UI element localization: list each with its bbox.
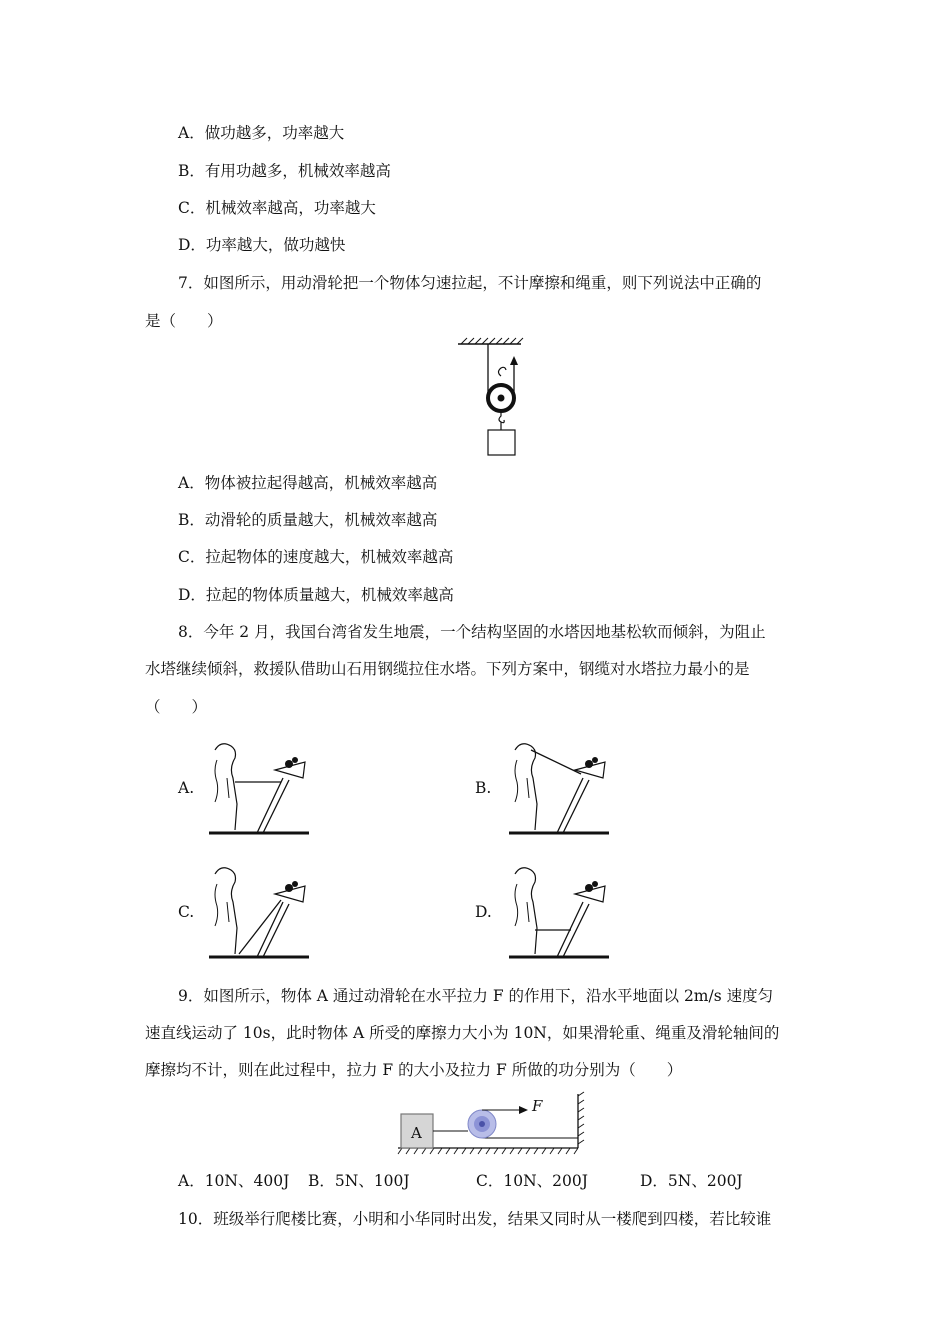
q8-figure-a	[205, 738, 315, 838]
q9-stem-line3: 摩擦均不计，则在此过程中，拉力 F 的大小及拉力 F 所做的功分别为（ ）	[145, 1061, 683, 1079]
q8-figure-d-label: D.	[475, 903, 492, 921]
q8-stem-line1: 8．今年 2 月，我国台湾省发生地震，一个结构坚固的水塔因地基松软而倾斜，为阻止	[178, 623, 766, 641]
q6-option-b: B．有用功越多，机械效率越高	[178, 162, 391, 180]
q7-option-b: B．动滑轮的质量越大，机械效率越高	[178, 511, 438, 529]
q7-option-a: A．物体被拉起得越高，机械效率越高	[178, 474, 438, 492]
q9-options-row	[0, 1170, 950, 1192]
q6-option-d: D．功率越大，做功越快	[178, 236, 346, 254]
q9-option-c: C．10N、200J	[476, 1172, 588, 1190]
q8-stem-line3: （ ）	[145, 698, 208, 716]
q7-stem-line1: 7．如图所示，用动滑轮把一个物体匀速拉起，不计摩擦和绳重，则下列说法中正确的	[178, 274, 762, 292]
q8-figure-c-label: C.	[178, 903, 195, 921]
q7-option-c: C．拉起物体的速度越大，机械效率越高	[178, 548, 454, 566]
q7-option-d: D．拉起的物体质量越大，机械效率越高	[178, 586, 454, 604]
q10-stem-line1: 10．班级举行爬楼比赛，小明和小华同时出发，结果又同时从一楼爬到四楼，若比较谁	[178, 1210, 772, 1228]
q9-figure	[398, 1090, 588, 1158]
q8-figure-b-label: B.	[475, 779, 492, 797]
q9-block-label: A	[411, 1124, 422, 1142]
q9-stem-line1: 9．如图所示，物体 A 通过动滑轮在水平拉力 F 的作用下，沿水平地面以 2m/s 速度匀	[178, 987, 774, 1005]
q9-stem-line2: 速直线运动了 10s，此时物体 A 所受的摩擦力大小为 10N，如果滑轮重、绳重及滑轮轴间的	[145, 1024, 780, 1042]
q8-figure-a-label: A.	[178, 779, 195, 797]
q9-force-label: F	[532, 1097, 543, 1115]
q6-option-a: A．做功越多，功率越大	[178, 124, 345, 142]
q6-option-c: C．机械效率越高，功率越大	[178, 199, 376, 217]
q9-option-a: A．10N、400J	[178, 1172, 290, 1190]
q8-figure-b	[505, 738, 615, 838]
q7-pulley-figure	[455, 338, 530, 460]
q7-stem-line2: 是（ ）	[145, 312, 223, 330]
q9-option-d: D．5N、200J	[640, 1172, 743, 1190]
q9-option-b: B．5N、100J	[308, 1172, 410, 1190]
q8-figure-c	[205, 862, 315, 962]
q8-figure-d	[505, 862, 615, 962]
q8-stem-line2: 水塔继续倾斜，救援队借助山石用钢缆拉住水塔。下列方案中，钢缆对水塔拉力最小的是	[145, 660, 750, 678]
